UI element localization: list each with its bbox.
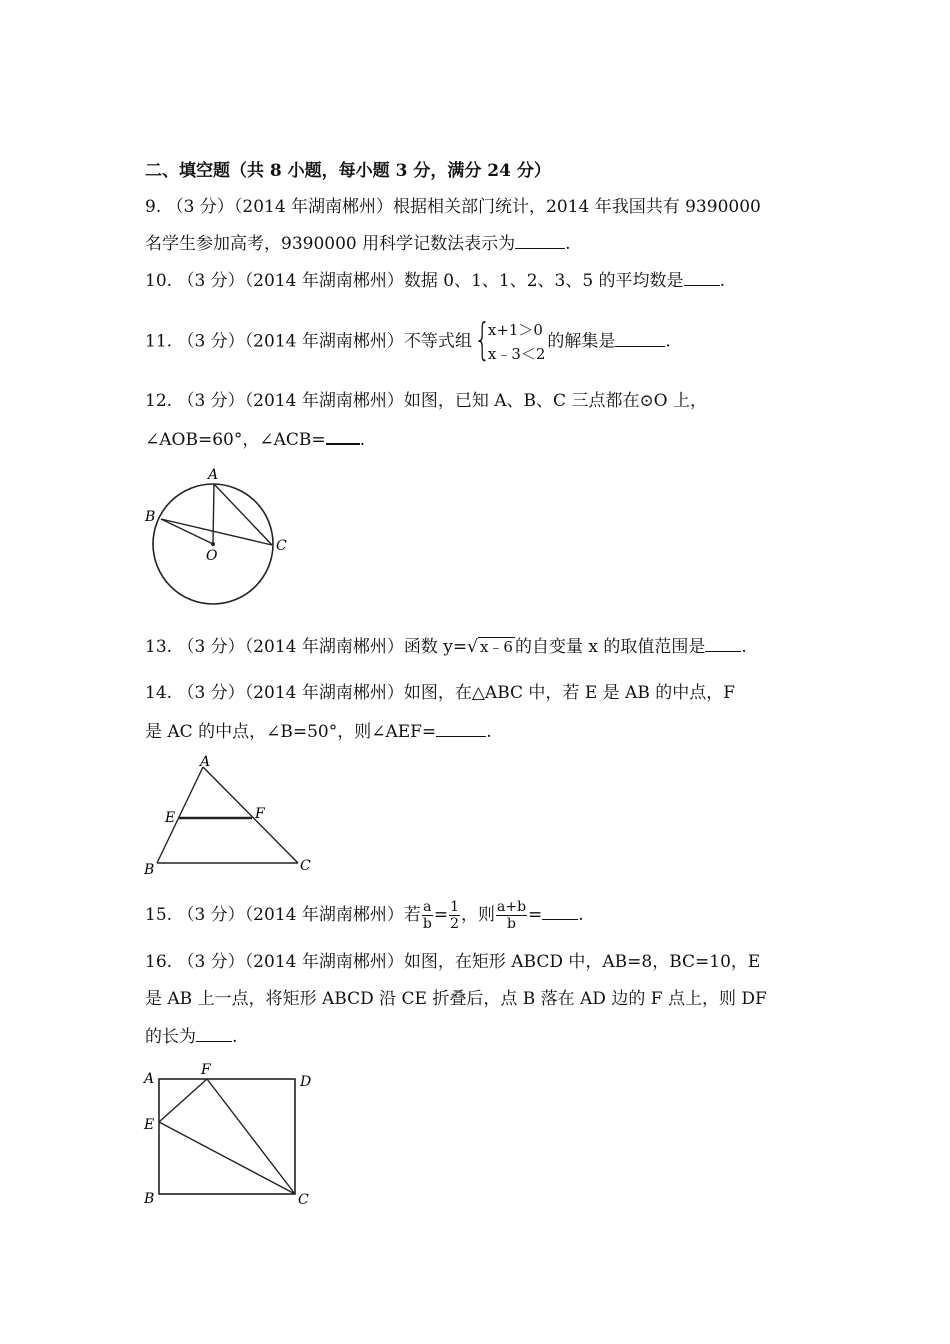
question-score: （3 分） [177,271,245,291]
question-score: （3 分） [177,331,245,352]
question-number: 13. [145,637,173,657]
label-f: F [255,806,265,822]
question-text: 的长为 [145,1027,196,1047]
question-10 [145,269,725,292]
answer-blank [436,720,486,737]
question-source: （2014 年湖南郴州） [244,952,404,972]
section-heading: 二、填空题（共 8 小题，每小题 3 分，满分 24 分） [145,161,551,181]
label-b: B [145,509,156,525]
sqrt-icon: √ [467,637,478,657]
question-text: 是 AB 上一点，将矩形 ABCD 沿 CE 折叠后，点 B 落在 AD 边的 F 点上，则 DF [145,989,767,1009]
label-b: B [144,862,155,878]
fraction-one-half [449,899,460,932]
segment-ec [159,1122,295,1194]
question-text: ∠AOB=60°，∠ACB= [145,430,326,450]
label-b: B [144,1191,155,1207]
question-number: 9. [145,197,162,217]
question-text: 不等式组 [403,331,472,352]
question-16-line-1 [145,951,760,973]
answer-blank [705,635,741,652]
segment-ac [214,484,272,545]
label-c: C [300,858,311,874]
segment-ab [157,767,203,863]
equals: = [433,905,449,925]
question-score: （3 分） [177,391,245,411]
period: . [359,430,365,450]
period: . [232,1027,238,1047]
label-c: C [276,538,287,554]
rectangle-abcd [159,1079,295,1194]
label-d: D [300,1074,312,1090]
question-number: 11. [145,331,173,352]
question-text: 名学生参加高考，9390000 用科学记数法表示为 [145,234,516,254]
question-source: （2014 年湖南郴州） [244,391,404,411]
answer-blank [542,903,578,920]
question-11 [145,314,671,366]
question-text: ，则 [461,905,495,925]
segment-ob [161,519,213,544]
question-14-line-2 [145,720,492,743]
period: . [719,271,725,291]
circle-figure [140,462,310,612]
question-source: （2014 年湖南郴州） [244,271,404,291]
question-score: （3 分） [177,637,245,657]
brace-icon: { [473,314,491,365]
question-16-line-2 [145,988,767,1010]
question-score: （3 分） [177,905,245,925]
label-a: A [200,754,211,770]
answer-blank [615,330,665,347]
question-text: 的自变量 x 的取值范围是 [514,637,706,657]
period: . [565,234,571,254]
question-score: （3 分） [177,952,245,972]
label-a: A [208,467,219,483]
period: . [741,637,747,657]
inequality-system [473,314,546,366]
question-number: 12. [145,391,173,411]
question-text: 数据 0、1、1、2、3、5 的平均数是 [403,271,684,291]
answer-blank [684,269,720,286]
question-number: 15. [145,905,173,925]
question-number: 16. [145,952,173,972]
answer-blank [515,232,565,249]
label-f: F [201,1062,211,1078]
label-e: E [144,1117,155,1133]
question-9-line-1 [145,196,761,218]
inequality-1: x+1＞0 [487,321,543,339]
center-point [211,542,215,546]
question-12-line-1 [145,390,707,412]
segment-fc [207,1079,295,1194]
radicand: x﹣6 [479,638,513,656]
answer-blank [326,427,360,445]
question-number: 14. [145,683,173,703]
equals: = [528,905,543,925]
denominator: b [422,916,432,932]
segment-ac [203,767,298,863]
triangle-figure [140,752,325,882]
question-text: 函数 y= [403,637,468,657]
label-e: E [165,810,176,826]
numerator: 1 [450,899,459,915]
period: . [486,722,492,742]
question-16-line-3 [145,1025,237,1048]
segment-ef [159,1079,207,1122]
question-source: （2014 年湖南郴州） [244,331,404,352]
question-text: 如图，在矩形 ABCD 中，AB=8，BC=10，E [403,952,761,972]
rectangle-figure [140,1060,340,1210]
inequality-2: x﹣3＜2 [487,345,546,363]
label-c: C [298,1192,309,1208]
numerator: a [423,899,432,915]
question-12-line-2 [145,427,365,451]
question-14-line-1 [145,682,735,704]
question-score: （3 分） [177,683,245,703]
label-o: O [206,548,218,564]
denominator: 2 [450,916,459,932]
segment-oa [213,484,214,544]
question-text: 如图，已知 A、B、C 三点都在⊙O 上， [403,391,708,411]
fraction-a-over-b [422,899,433,932]
question-13 [145,635,747,658]
question-number: 10. [145,271,173,291]
question-source: （2014 年湖南郴州） [233,197,394,217]
question-text: 的解集是 [547,331,616,352]
denominator: b [507,916,516,932]
question-text: 根据相关部门统计，2014 年我国共有 9390000 [393,197,761,217]
fraction-a-plus-b-over-b [496,899,527,932]
question-9-line-2 [145,232,571,255]
period: . [665,331,671,352]
question-text: 如图，在△ABC 中，若 E 是 AB 的中点，F [403,683,736,703]
numerator: a+b [497,899,527,915]
question-score: （3 分） [166,197,234,217]
question-15 [145,895,584,935]
label-a: A [144,1071,155,1087]
question-text: 是 AC 的中点，∠B=50°，则∠AEF= [145,722,437,742]
period: . [578,905,584,925]
segment-bc [161,519,272,545]
question-source: （2014 年湖南郴州） [244,683,404,703]
question-source: （2014 年湖南郴州） [244,637,404,657]
question-source: （2014 年湖南郴州） [244,905,404,925]
question-text: 若 [403,905,421,925]
answer-blank [196,1025,232,1042]
